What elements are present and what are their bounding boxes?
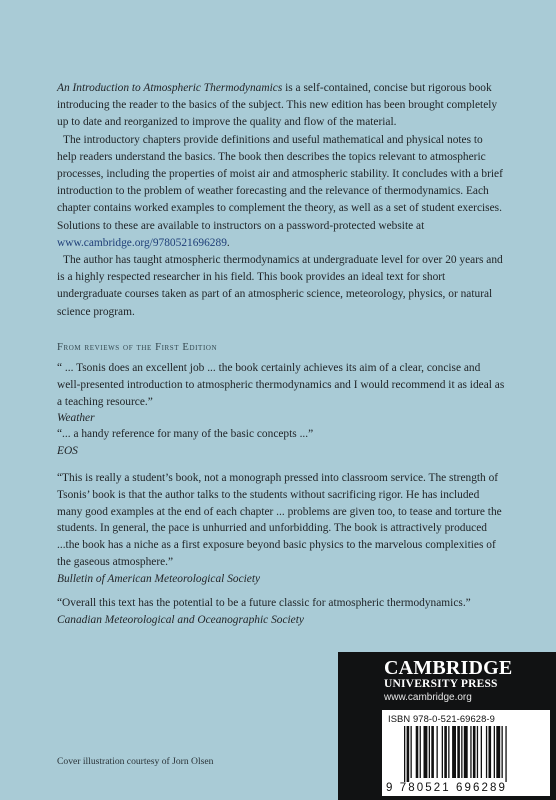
book-title: An Introduction to Atmospheric Thermodynamics: [57, 82, 283, 94]
barcode: [382, 710, 550, 796]
barcode-digits: 9 780521 696289: [386, 782, 508, 794]
review-source: EOS: [57, 444, 78, 457]
publisher-press: UNIVERSITY PRESS: [384, 678, 498, 690]
review-source: Weather: [57, 412, 95, 425]
review-text: “Overall this text has the potential to be a future classic for atmospheric thermodynamics.”: [57, 597, 471, 609]
isbn-label: ISBN 978-0-521-69628-9: [388, 713, 495, 724]
barcode-bars-icon: [404, 726, 542, 782]
review-source: Bulletin of American Meteorological Society: [57, 572, 261, 585]
review-quote: [57, 360, 505, 427]
publisher-panel: [338, 652, 556, 800]
cover-credit: Cover illustration courtesy of Jorn Olsen: [57, 756, 214, 767]
review-quote: [57, 595, 505, 629]
publisher-name: CAMBRIDGE: [384, 657, 513, 679]
review-text: “... a handy reference for many of the basic concepts ...”: [57, 428, 314, 440]
book-description: [57, 80, 505, 321]
publisher-url[interactable]: www.cambridge.org: [384, 692, 472, 703]
review-quote: [57, 426, 505, 460]
review-text: “ ... Tsonis does an excellent job ... the book certainly achieves its aim of a clear, concise and well-presented introduction to atmospheric thermodynamics and I would recommend it as ideal as a teaching resource.”: [57, 362, 505, 408]
description-paragraph-1: An Introduction to Atmospheric Thermodynamics is a self-contained, concise but rigorous book introducing the reader to the basics of the subject. This new edition has been brought completely up to date and reorganized to improve the quality and flow of the material.: [57, 82, 498, 129]
review-quote: [57, 470, 505, 588]
reviews-heading: From reviews of the First Edition: [57, 342, 218, 353]
solutions-website-link[interactable]: www.cambridge.org/9780521696289: [57, 236, 227, 249]
description-paragraph-2: The introductory chapters provide definitions and useful mathematical and physical notes to help readers understand the basics. The book then describes the topics relevant to atmospheric processes, including the properties of moist air and atmospheric stability. It concludes with a brief introduction to the problem of weather forecasting and the relevance of thermodynamics. Each chapter contains worked examples to complement the theory, as well as a set of student exercises. Solutions to these are available to instructors on a password-protected website at www.cambridge.org/9780521696289.: [57, 133, 503, 249]
review-source: Canadian Meteorological and Oceanographic Society: [57, 613, 304, 626]
description-paragraph-3: The author has taught atmospheric thermodynamics at undergraduate level for over 20 years and is a highly respected researcher in his field. This book provides an ideal text for short undergraduate courses taken as part of an atmospheric science, meteorology, physics, or natural science program.: [57, 254, 503, 318]
review-text: “This is really a student’s book, not a monograph pressed into classroom service. The strength of Tsonis’ book is that the author talks to the students without sacrificing rigor. He has included many good examples at the end of each chapter ... problems are given too, to tease and torture the students. In general, the pace is unhurried and unforbidding. The book is attractively produced ...the book has a niche as a first exposure beyond basic physics to the marvelous complexities of the gaseous atmosphere.”: [57, 472, 502, 568]
